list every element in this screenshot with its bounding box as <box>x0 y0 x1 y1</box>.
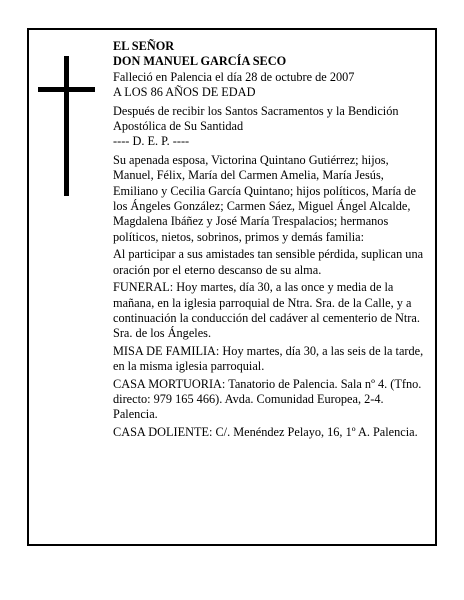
request-paragraph: Al participar a sus amistades tan sensible pérdida, suplican una oración por el eterno descanso de su alma. <box>113 247 424 277</box>
sacraments-line: Después de recibir los Santos Sacramentos y la Bendición Apostólica de Su Santidad <box>113 103 399 134</box>
obituary-text <box>113 39 425 442</box>
home-paragraph: CASA DOLIENTE: C/. Menéndez Pelayo, 16, 1º A. Palencia. <box>113 424 418 439</box>
death-notice: Falleció en Palencia el día 28 de octubre de 2007 <box>113 69 355 84</box>
age-line: A LOS 86 AÑOS DE EDAD <box>113 85 256 100</box>
funeral-paragraph: FUNERAL: Hoy martes, día 30, a las once y media de la mañana, en la iglesia parroquial de Ntra. Sra. de la Calle, y a continuación la conducción del cadáver al cementerio de Ntra. Sra. de los Ángeles. <box>113 280 420 341</box>
family-paragraph: Su apenada esposa, Victorina Quintano Gutiérrez; hijos, Manuel, Félix, María del Carmen Amelia, María Jesús, Emiliano y Cecilia García Quintano; hijos políticos, María de los Ángeles González; Carmen Sáez, Miguel Ángel Alcalde, Magdalena Ibáñez y José María Trespalacios; hermanos políticos, nietos, sobrinos, primos y demás familia: <box>113 152 416 244</box>
cross-vertical-bar <box>64 56 69 196</box>
obituary-title: EL SEÑOR <box>113 39 175 53</box>
cross-horizontal-bar <box>38 87 95 92</box>
rip-line: ---- D. E. P. ---- <box>113 134 190 149</box>
deceased-name: DON MANUEL GARCÍA SECO <box>113 54 287 69</box>
mass-paragraph: MISA DE FAMILIA: Hoy martes, día 30, a las seis de la tarde, en la misma iglesia parroquial. <box>113 343 424 374</box>
wake-paragraph: CASA MORTUORIA: Tanatorio de Palencia. Sala nº 4. (Tfno. directo: 979 165 466). Avda. Comunidad Europea, 2-4. Palencia. <box>113 376 422 422</box>
